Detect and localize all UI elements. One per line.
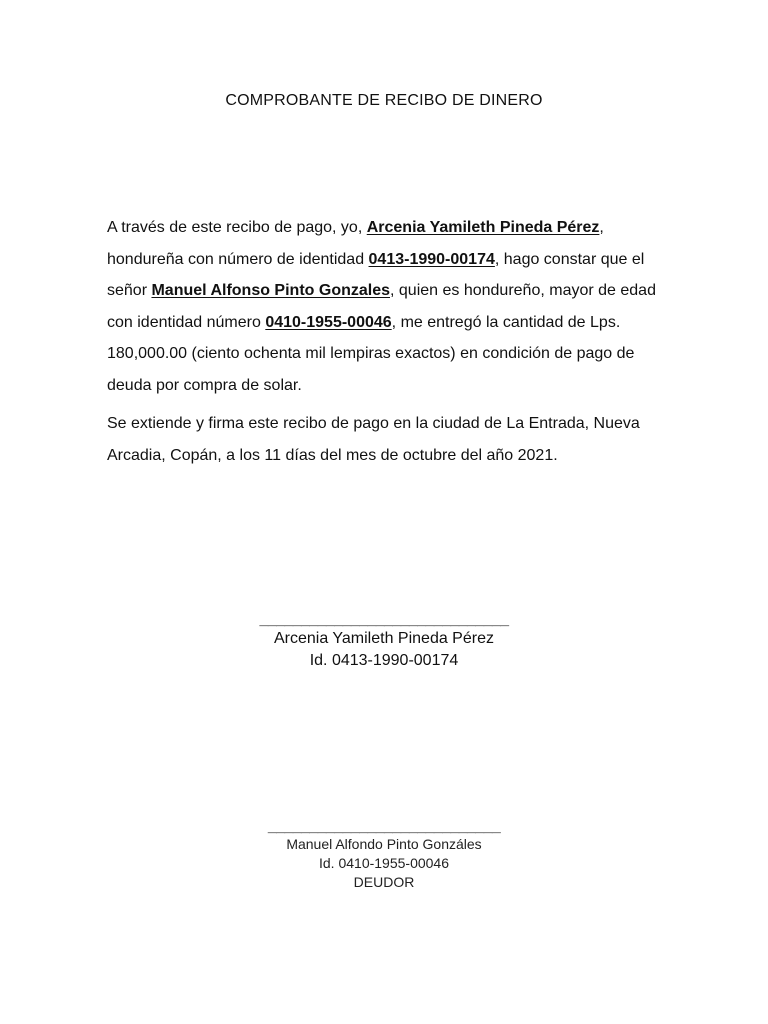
- payer-name: Manuel Alfonso Pinto Gonzales: [151, 282, 390, 299]
- payee-name: Arcenia Yamileth Pineda Pérez: [366, 219, 600, 236]
- signature-line: ______________________________: [259, 611, 509, 628]
- paragraph-text: , quien es hondureño, mayor de edad con identidad número: [107, 282, 656, 331]
- payee-signature-block: [0, 612, 768, 672]
- closing-text: Se extiende y firma este recibo de pago en la ciudad de La Entrada, Nueva Arcadia, Copán, a los 11 días del mes de octubre del año 2021.: [107, 415, 640, 464]
- debtor-signature-block: [0, 819, 768, 892]
- paragraph-text: , hago constar que el señor: [107, 250, 645, 299]
- document-title: COMPROBANTE DE RECIBO DE DINERO: [225, 92, 543, 109]
- signer-role: DEUDOR: [353, 874, 415, 890]
- signer-id: Id. 0413-1990-00174: [309, 652, 459, 669]
- payee-id: 0413-1990-00174: [368, 250, 495, 268]
- signature-line: ____________________________: [267, 818, 501, 835]
- signer-name: Manuel Alfondo Pinto Gonzáles: [286, 836, 482, 852]
- receipt-paragraph: [107, 212, 667, 401]
- closing-paragraph: [107, 408, 667, 471]
- paragraph-text: , me entregó la cantidad de Lps. 180,000.00 (ciento ochenta mil lempiras exactos) en condición de pago de deuda por compra de solar.: [107, 313, 635, 394]
- signer-name: Arcenia Yamileth Pineda Pérez: [274, 630, 494, 647]
- paragraph-text: , hondureña con número de identidad: [107, 219, 604, 268]
- payer-id: 0410-1955-00046: [265, 313, 392, 331]
- signer-id: Id. 0410-1955-00046: [319, 855, 449, 871]
- paragraph-text: A través de este recibo de pago, yo,: [107, 219, 367, 236]
